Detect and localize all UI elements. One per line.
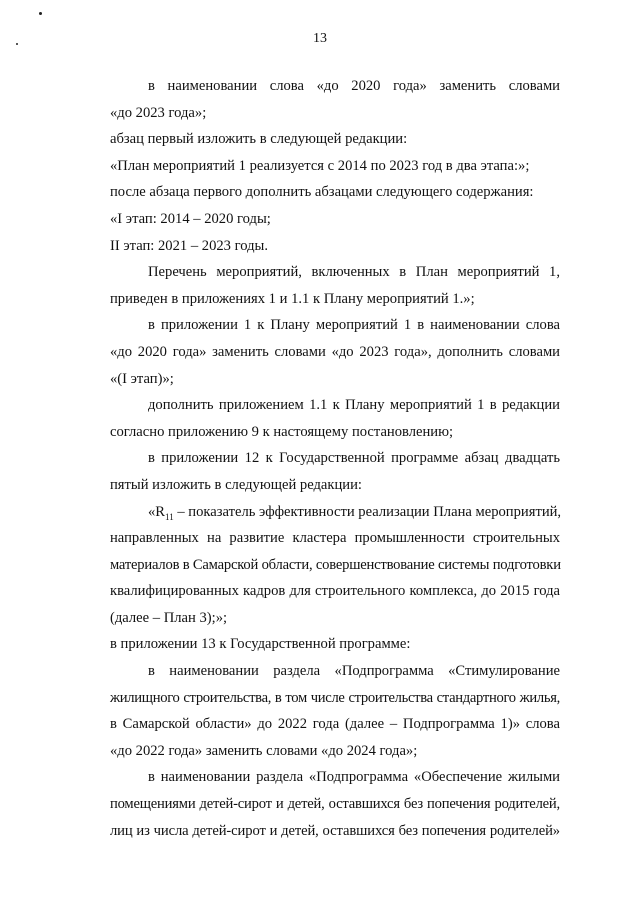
text-line: «до 2020 года» заменить словами «до 2023 года», дополнить словами <box>110 343 560 360</box>
text-line: в Самарской области» до 2022 года (далее – Подпрограмма 1)» слова <box>110 716 560 733</box>
paragraph-r11-definition <box>72 499 560 632</box>
text-line: квалифицированных кадров для строительного комплекса, до 2015 года <box>110 583 560 600</box>
text-line: Перечень мероприятий, включенных в План мероприятий 1, <box>148 264 560 281</box>
text-line: в наименовании слова «до 2020 года» заменить словами <box>148 78 560 94</box>
text-line: материалов в Самарской области, совершенствование системы подготовки <box>110 556 561 573</box>
text-line: лиц из числа детей-сирот и детей, оставшихся без попечения родителей» <box>110 822 560 839</box>
text-line: помещениями детей-сирот и детей, оставшихся без попечения родителей, <box>110 796 560 813</box>
scan-speck <box>39 12 42 15</box>
paragraph: абзац первый изложить в следующей редакции: <box>110 131 408 148</box>
text-line: в приложении 12 к Государственной программе абзац двадцать <box>148 450 560 467</box>
text-line: направленных на развитие кластера промышленности строительных <box>110 530 560 547</box>
paragraph: II этап: 2021 – 2023 годы. <box>110 237 268 254</box>
paragraph: «I этап: 2014 – 2020 годы; <box>110 210 271 227</box>
r-subscript: 11 <box>165 511 174 522</box>
text-line: в приложении 1 к Плану мероприятий 1 в наименовании слова <box>148 317 560 334</box>
text-line: «до 2023 года»; <box>110 104 207 121</box>
paragraph <box>72 658 560 764</box>
paragraph <box>72 312 560 392</box>
paragraph <box>72 259 560 312</box>
text-run: – показатель эффективности реализации Плана мероприятий, <box>173 503 562 520</box>
text-line: дополнить приложением 1.1 к Плану мероприятий 1 в редакции <box>148 397 560 414</box>
paragraph: после абзаца первого дополнить абзацами следующего содержания: <box>110 184 534 201</box>
paragraph <box>72 764 560 844</box>
text-line: «(I этап)»; <box>110 370 174 387</box>
text-line: приведен в приложениях 1 и 1.1 к Плану мероприятий 1.»; <box>110 290 475 307</box>
text-line: (далее – План 3);»; <box>110 609 228 626</box>
r-symbol: «R <box>148 503 166 520</box>
text-line: жилищного строительства, в том числе строительства стандартного жилья, <box>110 689 560 706</box>
paragraph: в приложении 13 к Государственной программе: <box>110 636 411 653</box>
text-line: в наименовании раздела «Подпрограмма «Обеспечение жилыми <box>148 769 560 786</box>
page-number: 13 <box>313 31 327 46</box>
document-body <box>72 73 560 844</box>
text-line: в наименовании раздела «Подпрограмма «Стимулирование <box>148 663 560 680</box>
text-line: «до 2022 года» заменить словами «до 2024 года»; <box>110 742 418 759</box>
paragraph <box>72 73 560 126</box>
text-line: согласно приложению 9 к настоящему постановлению; <box>110 423 454 440</box>
text-line: пятый изложить в следующей редакции: <box>110 476 362 493</box>
paragraph <box>72 392 560 445</box>
paragraph <box>72 445 560 498</box>
paragraph: «План мероприятий 1 реализуется с 2014 по 2023 год в два этапа:»; <box>110 157 530 174</box>
text-line <box>72 499 560 526</box>
